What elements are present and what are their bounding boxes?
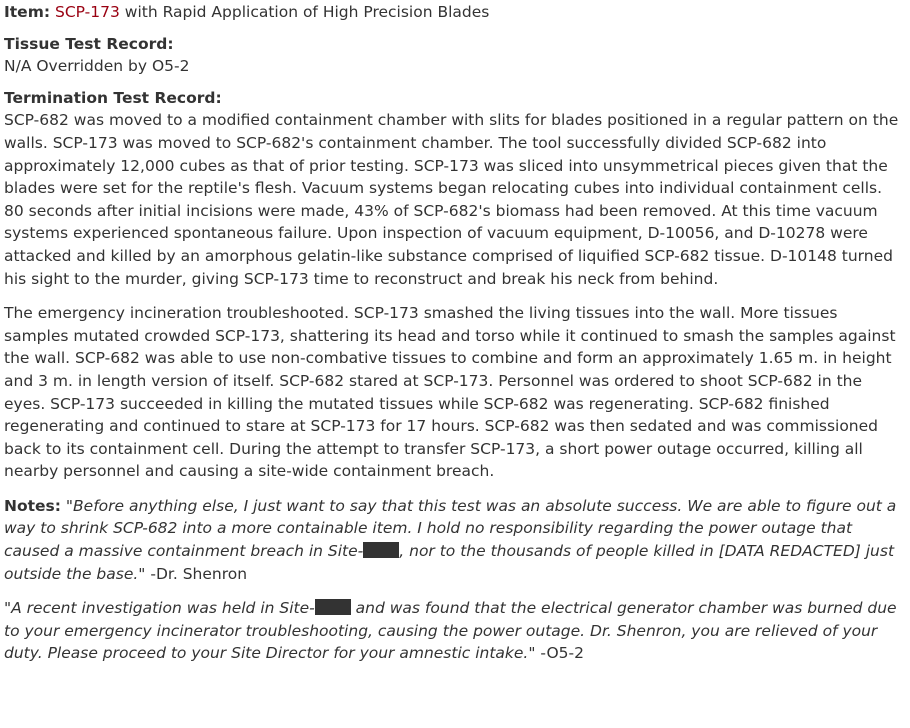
o5-attribution: -O5-2 (535, 644, 584, 663)
notes-quote-part-1: "Before anything else, I just want to say that this test was an absolute success. We are able to figure out a way to shrink SCP-682 into a more containable item. I hold no responsibility regarding the power outage that caused a massive containment breach in Site- (4, 496, 897, 561)
o5-quote-part-1: "A recent investigation was held in Site- (4, 599, 315, 618)
notes-quote-part-2: , nor to the thousands of people killed in [DATA REDACTED] just outside the base." (4, 542, 895, 583)
item-description: with Rapid Application of High Precision Blades (119, 3, 490, 21)
redacted-block (363, 542, 399, 558)
notes-paragraph (4, 495, 904, 585)
notes-attribution: -Dr. Shenron (145, 564, 248, 583)
termination-section (4, 87, 904, 483)
item-line (4, 1, 904, 24)
document-body (0, 1, 904, 665)
redacted-block (315, 599, 351, 615)
scp-173-link[interactable]: SCP-173 (54, 3, 120, 21)
o5-quote-paragraph (4, 597, 904, 665)
tissue-text: N/A Overridden by O5-2 (4, 57, 190, 76)
o5-quote-part-2: and was found that the electrical generator chamber was burned due to your emergency incinerator troubleshooting, causing the power outage. Dr. Shenron, you are relieved of your duty. Please proceed to your Site Director for your amnestic intake." (4, 599, 897, 663)
tissue-heading: Tissue Test Record: (4, 34, 174, 53)
notes-label: Notes: (4, 496, 61, 515)
tissue-section (4, 33, 904, 78)
termination-heading: Termination Test Record: (4, 88, 222, 107)
item-label: Item: (4, 3, 51, 21)
termination-paragraph-1: SCP-682 was moved to a modified containment chamber with slits for blades positioned in a regular pattern on the walls. SCP-173 was moved to SCP-682's containment chamber. The tool successfully divided SCP-682 into approximately 12,000 cubes as that of prior testing. SCP-173 was sliced into unsymmetrical pieces given that the blades were set for the reptile's flesh. Vacuum systems began relocating cubes into individual containment cells. 80 seconds after initial incisions were made, 43% of SCP-682's biomass had been removed. At this time vacuum systems experienced spontaneous failure. Upon inspection of vacuum equipment, D-10056, and D-10278 were attacked and killed by an amorphous gelatin-like substance comprised of liquified SCP-682 tissue. D-10148 turned his sight to the murder, giving SCP-173 time to reconstruct and break his neck from behind. (4, 111, 899, 288)
termination-paragraph-2: The emergency incineration troubleshooted. SCP-173 smashed the living tissues into the wall. More tissues samples mutated crowded SCP-173, shattering its head and torso while it continued to smash the samples against the wall. SCP-682 was able to use non-combative tissues to combine and form an approximately 1.65 m. in height and 3 m. in length version of itself. SCP-682 stared at SCP-173. Personnel was ordered to shoot SCP-682 in the eyes. SCP-173 succeeded in killing the mutated tissues while SCP-682 was regenerating. SCP-682 finished regenerating and continued to stare at SCP-173 for 17 hours. SCP-682 was then sedated and was commissioned back to its containment cell. During the attempt to transfer SCP-173, a short power outage occurred, killing all nearby personnel and causing a site-wide containment breach. (4, 304, 896, 481)
